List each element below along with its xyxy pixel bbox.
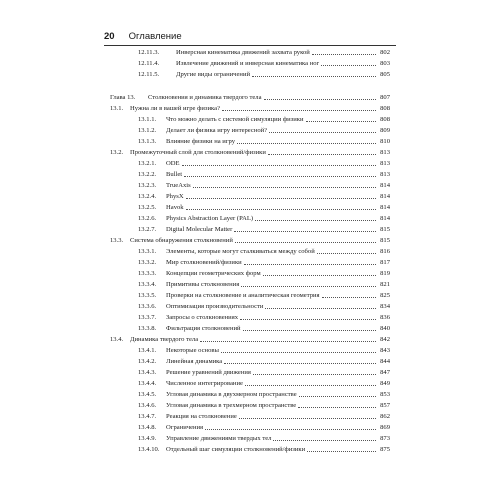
- toc-subsection: [110, 411, 390, 422]
- toc-entry-number: 13.2.2.: [138, 171, 157, 178]
- toc-leader-dots: [264, 99, 376, 100]
- toc-entry-title: ODE: [166, 160, 180, 167]
- toc-entry-page: 825: [380, 292, 390, 299]
- toc-subsection: [110, 136, 390, 147]
- toc-leader-dots: [265, 308, 376, 309]
- toc-entry-number: 13.2.: [110, 149, 124, 156]
- toc-entry-title: Фильтрация столкновений: [166, 325, 241, 332]
- toc-entry-title: Physics Abstraction Layer (PAL): [166, 215, 254, 222]
- toc-entry-page: 814: [380, 204, 390, 211]
- toc-entry-page: 869: [380, 424, 390, 431]
- toc-entry-number: 13.4.10.: [138, 446, 160, 453]
- toc-entry-title: Некоторые основы: [166, 347, 219, 354]
- toc-entry-number: 13.3.3.: [138, 270, 157, 277]
- toc-entry-page: 803: [380, 60, 390, 67]
- toc-entry-title: Влияние физики на игру: [166, 138, 236, 145]
- toc-entry-number: 13.1.3.: [138, 138, 157, 145]
- toc-entry-number: 13.3.7.: [138, 314, 157, 321]
- toc-entry-number: 13.4.7.: [138, 413, 157, 420]
- toc-entry-page: 814: [380, 193, 390, 200]
- toc-section: [110, 147, 390, 158]
- toc-subsection: [110, 312, 390, 323]
- toc-entry-page: 840: [380, 325, 390, 332]
- toc-entry-page: 817: [380, 259, 390, 266]
- toc-leader-dots: [182, 165, 376, 166]
- toc-entry-page: 814: [380, 215, 390, 222]
- toc-subsection: [110, 125, 390, 136]
- toc-subsection: [110, 400, 390, 411]
- toc-leader-dots: [222, 110, 376, 111]
- toc-entry-title: Решение уравнений движения: [166, 369, 251, 376]
- toc-subsection: [110, 433, 390, 444]
- toc-subsection: [110, 290, 390, 301]
- toc-entry-title: Промежуточный слой для столкновений/физики: [130, 149, 266, 156]
- toc-entry-number: 13.4.2.: [138, 358, 157, 365]
- toc-leader-dots: [221, 352, 376, 353]
- toc-entry-title: Примитивы столкновения: [166, 281, 240, 288]
- toc-entry-number: 13.2.7.: [138, 226, 157, 233]
- toc-entry-page: 875: [380, 446, 390, 453]
- toc-entry-number: 13.4.6.: [138, 402, 157, 409]
- toc-entry-number: 13.1.1.: [138, 116, 157, 123]
- toc-leader-dots: [273, 440, 376, 441]
- toc-entry-number: 13.4.8.: [138, 424, 157, 431]
- toc-entry-title: Bullet: [166, 171, 183, 178]
- toc-entry-page: 808: [380, 105, 390, 112]
- toc-entry-title: Другие виды ограничений: [176, 71, 250, 78]
- toc-entry-page: 843: [380, 347, 390, 354]
- toc-subsection: [110, 279, 390, 290]
- toc-entry-number: 13.3.1.: [138, 248, 157, 255]
- toc-leader-dots: [299, 396, 376, 397]
- toc-entry-title: Линейная динамика: [166, 358, 223, 365]
- toc-entry-title: Проверки на столкновение и аналитическая геометрия: [166, 292, 320, 299]
- toc-entry-page: 807: [380, 94, 390, 101]
- toc-entry-page: 862: [380, 413, 390, 420]
- toc-entry-title: Реакция на столкновение: [166, 413, 237, 420]
- toc-leader-dots: [268, 154, 376, 155]
- toc-leader-dots: [224, 363, 376, 364]
- toc-entry-title: Digital Molecular Matter: [166, 226, 233, 233]
- toc-entry-page: 834: [380, 303, 390, 310]
- toc-entry-number: 13.4.4.: [138, 380, 157, 387]
- toc-leader-dots: [237, 143, 376, 144]
- toc-subsection: [110, 202, 390, 213]
- toc-entry-number: 13.2.3.: [138, 182, 157, 189]
- toc-leader-dots: [186, 198, 376, 199]
- toc-leader-dots: [306, 121, 376, 122]
- toc-entry-page: 815: [380, 237, 390, 244]
- toc-leader-dots: [184, 176, 376, 177]
- toc-leader-dots: [307, 451, 376, 452]
- toc-entry-page: 805: [380, 71, 390, 78]
- toc-subsection: [110, 224, 390, 235]
- toc-entry-page: 813: [380, 149, 390, 156]
- page-header: [104, 30, 396, 43]
- toc-entry-title: Извлечение движений и инверсная кинематика ног: [176, 60, 320, 67]
- toc-entry-page: 842: [380, 336, 390, 343]
- toc-section: [110, 103, 390, 114]
- toc-leader-dots: [235, 242, 376, 243]
- toc-subsection: [110, 367, 390, 378]
- toc-entry-title: Инверсная кинематика движений захвата рукой: [176, 49, 310, 56]
- toc-leader-dots: [321, 65, 376, 66]
- toc-entry-number: 13.1.2.: [138, 127, 157, 134]
- toc-leader-dots: [244, 264, 376, 265]
- page-number: 20: [104, 31, 115, 42]
- toc-entry-title: Отдельный шаг симуляции столкновений/физики: [166, 446, 306, 453]
- toc-entry-title: Угловая динамика в двухмерном пространстве: [166, 391, 297, 398]
- toc-entry-page: 816: [380, 248, 390, 255]
- toc-entry-title: PhysX: [166, 193, 184, 200]
- toc-subsection: [110, 389, 390, 400]
- toc-entry-title: Оптимизация производительности: [166, 303, 264, 310]
- toc-entry-number: 12.11.5.: [138, 71, 160, 78]
- toc-entry-number: 13.3.6.: [138, 303, 157, 310]
- toc-section: [110, 334, 390, 345]
- toc-entry-title: Ограничения: [166, 424, 204, 431]
- toc-entry-number: 13.3.5.: [138, 292, 157, 299]
- toc-subsection: [110, 114, 390, 125]
- toc-entry-page: 847: [380, 369, 390, 376]
- toc-entry-title: Управление движениями твердых тел: [166, 435, 272, 442]
- toc-subsection: [110, 301, 390, 312]
- toc-entry-number: 13.2.4.: [138, 193, 157, 200]
- toc-subsection: [110, 356, 390, 367]
- toc-leader-dots: [255, 220, 376, 221]
- running-title: Оглавление: [128, 31, 182, 42]
- toc-entry-page: 813: [380, 171, 390, 178]
- toc-entry-page: 802: [380, 49, 390, 56]
- toc-entry-number: 13.2.1.: [138, 160, 157, 167]
- toc-leader-dots: [269, 132, 376, 133]
- toc-entry-title: Havok: [166, 204, 184, 211]
- toc-entry-number: 13.4.5.: [138, 391, 157, 398]
- toc-leader-dots: [253, 374, 376, 375]
- toc-entry-title: Динамика твердого тела: [130, 336, 199, 343]
- toc-entry-number: 13.3.4.: [138, 281, 157, 288]
- toc-entry-number: 13.3.2.: [138, 259, 157, 266]
- toc-leader-dots: [205, 429, 376, 430]
- toc-entry-page: 844: [380, 358, 390, 365]
- toc-entry-title: Система обнаружения столкновений: [130, 237, 233, 244]
- toc-subsection: [110, 169, 390, 180]
- toc-entry-page: 808: [380, 116, 390, 123]
- toc-entry-title: Нужна ли в вашей игре физика?: [130, 105, 220, 112]
- toc-leader-dots: [200, 341, 376, 342]
- toc-leader-dots: [186, 209, 376, 210]
- toc-entry-title: Мир столкновений/физики: [166, 259, 242, 266]
- toc-entry-title: Что можно делать с системой симуляции физики: [166, 116, 304, 123]
- toc-entry-title: TrueAxis: [166, 182, 191, 189]
- toc-subsection: [110, 257, 390, 268]
- toc-entry-page: 809: [380, 127, 390, 134]
- toc-gap: [110, 80, 390, 92]
- toc-entry-title: Запросы о столкновениях: [166, 314, 239, 321]
- toc-entry-page: 813: [380, 160, 390, 167]
- toc-entry-number: Глава 13.: [110, 94, 136, 101]
- toc-leader-dots: [252, 76, 376, 77]
- toc-entry-page: 814: [380, 182, 390, 189]
- toc-leader-dots: [240, 319, 376, 320]
- toc-subsection: [110, 268, 390, 279]
- toc-subsection: [110, 444, 390, 455]
- toc-entry-page: 857: [380, 402, 390, 409]
- toc-subsection: [110, 158, 390, 169]
- table-of-contents: [110, 47, 390, 455]
- toc-subsection: [110, 345, 390, 356]
- toc-entry-title: Столкновения и динамика твердого тела: [148, 94, 262, 101]
- toc-entry-number: 13.2.5.: [138, 204, 157, 211]
- toc-entry-title: Концепции геометрических форм: [166, 270, 261, 277]
- toc-leader-dots: [312, 54, 376, 55]
- toc-entry-page: 836: [380, 314, 390, 321]
- toc-entry-page: 853: [380, 391, 390, 398]
- toc-entry-number: 13.4.3.: [138, 369, 157, 376]
- toc-entry-title: Элементы, которые могут сталкиваться между собой: [166, 248, 315, 255]
- toc-entry-title: Численное интегрирование: [166, 380, 243, 387]
- toc-subsection: [110, 47, 390, 58]
- toc-leader-dots: [193, 187, 376, 188]
- toc-entry-page: 810: [380, 138, 390, 145]
- toc-subsection: [110, 213, 390, 224]
- toc-leader-dots: [241, 286, 376, 287]
- toc-leader-dots: [298, 407, 376, 408]
- toc-entry-number: 13.4.9.: [138, 435, 157, 442]
- toc-entry-title: Угловая динамика в трехмерном пространстве: [166, 402, 297, 409]
- toc-entry-number: 12.11.4.: [138, 60, 160, 67]
- toc-subsection: [110, 378, 390, 389]
- toc-subsection: [110, 246, 390, 257]
- toc-entry-number: 13.4.1.: [138, 347, 157, 354]
- toc-entry-number: 13.3.8.: [138, 325, 157, 332]
- toc-entry-title: Делает ли физика игру интересной?: [166, 127, 268, 134]
- toc-leader-dots: [317, 253, 376, 254]
- toc-entry-page: 821: [380, 281, 390, 288]
- toc-entry-number: 13.3.: [110, 237, 124, 244]
- header-rule: [104, 45, 396, 46]
- toc-subsection: [110, 323, 390, 334]
- toc-subsection: [110, 58, 390, 69]
- toc-leader-dots: [243, 330, 376, 331]
- toc-leader-dots: [322, 297, 376, 298]
- toc-section: [110, 235, 390, 246]
- toc-entry-number: 13.4.: [110, 336, 124, 343]
- toc-subsection: [110, 69, 390, 80]
- toc-entry-page: 815: [380, 226, 390, 233]
- toc-leader-dots: [245, 385, 376, 386]
- toc-entry-number: 13.1.: [110, 105, 124, 112]
- toc-leader-dots: [234, 231, 376, 232]
- toc-entry-page: 819: [380, 270, 390, 277]
- toc-chapter: [110, 92, 390, 103]
- toc-entry-number: 13.2.6.: [138, 215, 157, 222]
- toc-subsection: [110, 191, 390, 202]
- toc-subsection: [110, 422, 390, 433]
- toc-leader-dots: [263, 275, 376, 276]
- toc-subsection: [110, 180, 390, 191]
- toc-leader-dots: [239, 418, 376, 419]
- toc-entry-number: 12.11.3.: [138, 49, 160, 56]
- toc-entry-page: 849: [380, 380, 390, 387]
- toc-entry-page: 873: [380, 435, 390, 442]
